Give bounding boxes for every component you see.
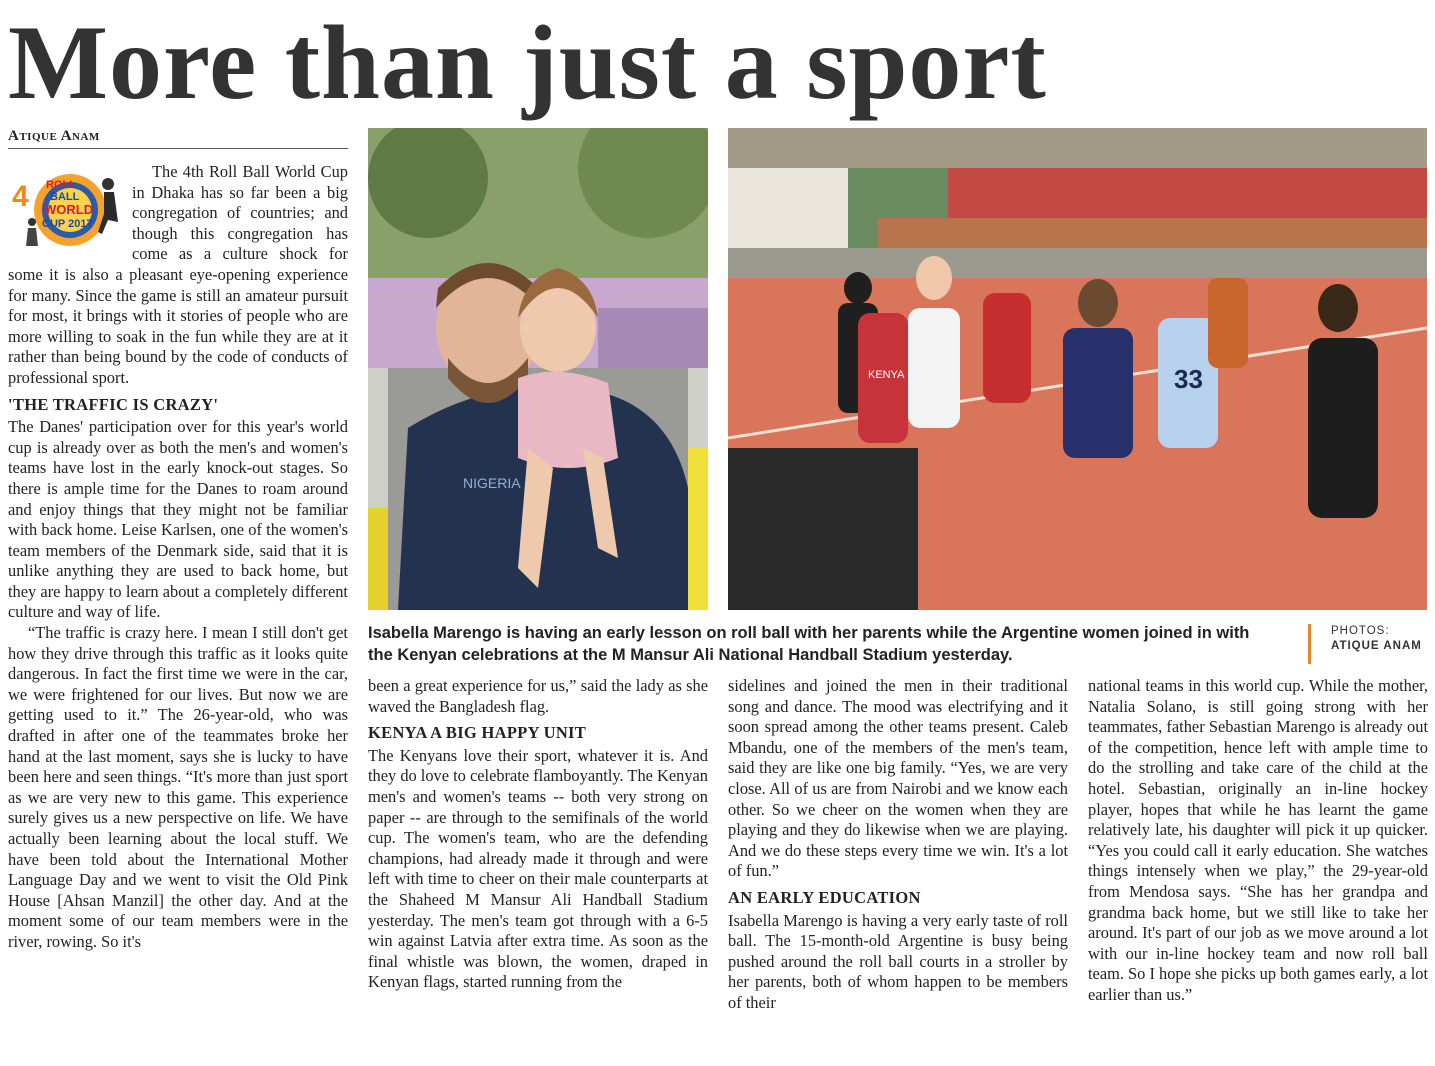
logo-number: 4 xyxy=(12,180,29,213)
photo-father-daughter xyxy=(368,128,708,610)
jersey-number: 33 xyxy=(1174,364,1203,394)
article-column-1 xyxy=(8,162,348,953)
article-column-2 xyxy=(368,676,708,993)
logo-text-world: WORLD xyxy=(44,202,94,217)
headline: More than just a sport xyxy=(8,4,1047,121)
paragraph-isabella: Isabella Marengo is having a very early taste of roll ball. The 15-month-old Argentine is busy being pushed around the roll ball courts in a stroller by her parents, both of whom happen to be members of their xyxy=(728,910,1068,1012)
paragraph-flag: been a great experience for us,” said the lady as she waved the Bangladesh flag. xyxy=(368,676,708,716)
world-cup-logo xyxy=(8,162,126,252)
subhead-traffic: 'THE TRAFFIC IS CRAZY' xyxy=(8,394,219,414)
credit-name: ATIQUE ANAM xyxy=(1331,640,1422,652)
subhead-kenya: KENYA A BIG HAPPY UNIT xyxy=(368,723,587,743)
credit-label: PHOTOS: xyxy=(1331,625,1390,637)
byline: Atique Anam xyxy=(8,128,348,149)
photo-credit xyxy=(1308,624,1422,664)
photo-celebration xyxy=(728,128,1427,610)
jersey-text-right: KENYA xyxy=(868,369,905,381)
paragraph-kenyans: The Kenyans love their sport, whatever it is. And they do love to celebrate flamboyantly. The Kenyan men's and women's teams -- both very strong on paper -- are through to the semifinals of the world cup. The women's team, who are the defending champions, had already made it through and were left with time to cheer on their male counterparts at the Shaheed M Mansur Ali Handball Stadium yesterday. The men's team got through with a 6-5 win against Latvia after extra time. As soon as the final whistle was blown, the women, draped in Kenyan flags, started running from the xyxy=(368,745,708,992)
intro-paragraph: The 4th Roll Ball World Cup in Dhaka has so far been a big congregation of countries; and though this congregation has come as a culture shock for some it is also a pleasant eye-opening experience for many. Since the game is still an amateur pursuit for most, it brings with it stories of people who are more willing to soak in the fun while they are at it rather than being bound by the code of conducts of professional sport. xyxy=(8,162,348,387)
logo-text-ball: BALL xyxy=(50,191,80,203)
article-column-3 xyxy=(728,676,1068,1014)
photo-caption: Isabella Marengo is having an early lesson on roll ball with her parents while the Argentine women joined in with the Kenyan celebrations at the M Mansur Ali National Handball Stadium yesterday. xyxy=(368,624,1250,664)
logo-text-roll: ROLL xyxy=(46,179,76,191)
subhead-education: AN EARLY EDUCATION xyxy=(728,887,921,907)
jersey-text-left: NIGERIA xyxy=(463,475,521,491)
paragraph-celebration: sidelines and joined the men in their traditional song and dance. The mood was electrifying and it soon spread among the other teams present. Caleb Mbandu, one of the members of the men's team, said they are like one big family. “Yes, we are very close. All of us are from Nairobi and we know each other. So we cheer on the women when they are playing and they do likewise when we are playing. And we do these steps every time we win. It's a lot of fun.” xyxy=(728,676,1068,881)
logo-text-cup: CUP 2017 xyxy=(42,218,93,230)
paragraph-sebastian: national teams in this world cup. While the mother, Natalia Solano, is still going strong with her teammates, father Sebastian Marengo is already out of the competition, hence left with ample time to do the strolling and take care of the child at the hotel. Sebastian, originally an in-line hockey player, hopes that while he has learnt the game relatively late, his daughter will pick it up quicker. “Yes you could call it early education. She watches things intensely when we play,” the 29-year-old from Mendosa says. “She has her grandpa and grandma back home, but we still like to take her around. It's part of our job as we move around a lot with our in-line hockey team and now roll ball team. So I hope she picks up both games early, a lot earlier than us.” xyxy=(1088,676,1428,1004)
paragraph-traffic-quote: “The traffic is crazy here. I mean I still don't get how they drive through this traffic as it looks quite dangerous. In fact the first time we were in the car, we were frightened for our lives. But now we are getting used to it.” The 26-year-old, who was drafted in after one of the teammates broke her hand at the last moment, says she is lucky to have been here and seen things. “It's more than just sport as we are very new to this game. This experience surely gives us a new perspective on life. We have actually been learning about the local stuff. We have been told about the International Mother Language Day and we went to visit the Old Pink House [Ahsan Manzil] the other day. And at the moment some of our team members were in the river, rowing. So it's xyxy=(8,623,348,951)
paragraph-danes: The Danes' participation over for this year's world cup is already over as both the men's and women's teams have lost in the early knock-out stages. So there is ample time for the Danes to roam around and enjoy things that they might not be familiar with back home. Leise Karlsen, one of the women's team members of the Denmark side, said that it is unlike anything they are used to back home, but they are happy to learn about a completely different culture and way of life. xyxy=(8,417,348,622)
article-column-4 xyxy=(1088,676,1428,1006)
